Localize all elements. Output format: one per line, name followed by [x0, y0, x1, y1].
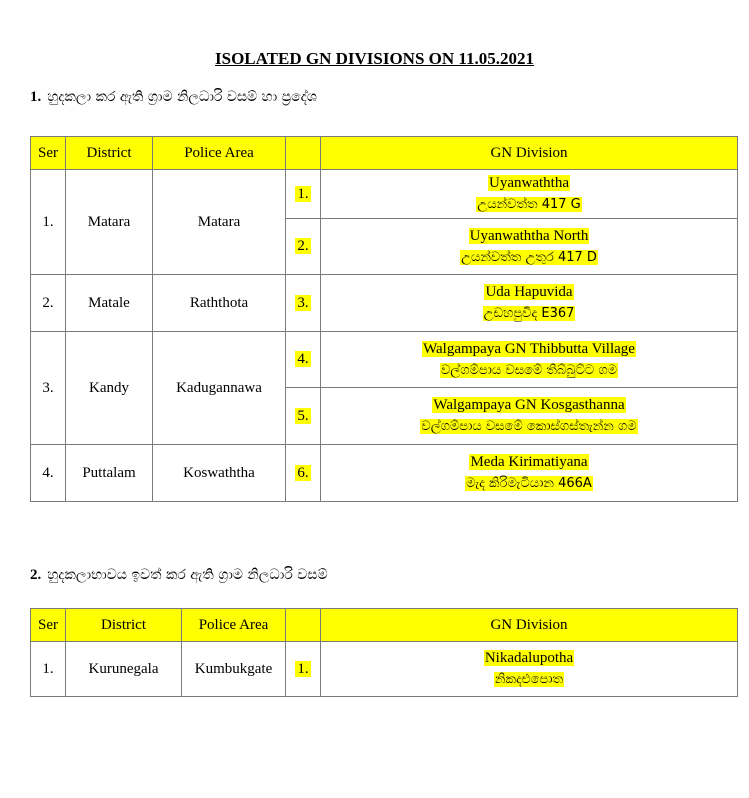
section2-number: 2. — [30, 567, 42, 583]
header-police-area: Police Area — [182, 609, 286, 642]
header-index — [286, 609, 321, 642]
cell-district: Puttalam — [66, 445, 153, 502]
cell-index: 1. — [286, 642, 321, 697]
table-header-row — [31, 137, 738, 170]
isolated-gn-table — [30, 136, 738, 502]
section2-heading — [30, 567, 328, 584]
header-index — [286, 137, 321, 170]
cell-police-area: Koswaththa — [153, 445, 286, 502]
cell-gn-division — [321, 445, 738, 502]
cell-gn-division — [321, 388, 738, 445]
table-row — [31, 642, 738, 697]
cell-district: Kandy — [66, 332, 153, 445]
cell-index: 5. — [286, 388, 321, 445]
cell-gn-division — [321, 275, 738, 332]
table-header-row — [31, 609, 738, 642]
header-ser: Ser — [31, 137, 66, 170]
cell-ser: 3. — [31, 332, 66, 445]
cell-ser: 1. — [31, 642, 66, 697]
gn-name-si: මැද කිරිමැටියාන 466A — [466, 476, 592, 491]
cell-district: Matara — [66, 170, 153, 275]
cell-police-area: Matara — [153, 170, 286, 275]
cell-gn-division — [321, 170, 738, 219]
gn-name-en: Nikadalupotha — [484, 650, 574, 666]
cell-gn-division — [321, 219, 738, 275]
gn-name-en: Uyanwaththa — [489, 175, 569, 191]
cell-district: Kurunegala — [66, 642, 182, 697]
cell-ser: 1. — [31, 170, 66, 275]
released-gn-table — [30, 608, 738, 697]
header-gn-division: GN Division — [321, 609, 738, 642]
gn-name-si: උයන්වත්ත උතුර 417 D — [461, 249, 597, 265]
gn-name-si: උයන්වත්ත 417 G — [477, 197, 581, 212]
section2-heading-text: හුදකලාභාවය ඉවත් කර ඇති ග්‍රාම නිලධාරි වසම් — [47, 567, 328, 583]
cell-index: 3. — [286, 275, 321, 332]
section1-heading — [30, 89, 317, 106]
gn-name-si: උඩහපුවිද E367 — [483, 306, 575, 321]
document-title: ISOLATED GN DIVISIONS ON 11.05.2021 — [215, 49, 534, 68]
gn-name-en: Meda Kirimatiyana — [470, 454, 588, 470]
cell-index: 4. — [286, 332, 321, 388]
gn-name-en: Uyanwaththa North — [469, 227, 589, 244]
cell-police-area: Kadugannawa — [153, 332, 286, 445]
gn-name-si: නිකදළුපොත — [494, 672, 564, 687]
section1-heading-text: හුදකලා කර ඇති ග්‍රාම නිලධාරි වසම් හා ප්‍රදේශ — [47, 89, 317, 105]
gn-name-en: Walgampaya GN Thibbutta Village — [423, 340, 635, 357]
header-police-area: Police Area — [153, 137, 286, 170]
cell-gn-division — [321, 642, 738, 697]
table-row — [31, 170, 738, 219]
header-district: District — [66, 609, 182, 642]
header-district: District — [66, 137, 153, 170]
cell-gn-division — [321, 332, 738, 388]
section1-number: 1. — [30, 89, 42, 105]
header-gn-division: GN Division — [321, 137, 738, 170]
cell-index: 2. — [286, 219, 321, 275]
gn-name-si: වල්ගම්පාය වසමේ කොස්ගස්තැන්න ගම — [421, 419, 637, 434]
cell-police-area: Raththota — [153, 275, 286, 332]
table-row — [31, 332, 738, 388]
cell-police-area: Kumbukgate — [182, 642, 286, 697]
gn-name-si: වල්ගම්පාය වසමේ තිබ්බුට්ට ගම — [440, 362, 618, 378]
gn-name-en: Walgampaya GN Kosgasthanna — [433, 397, 625, 413]
table-row — [31, 445, 738, 502]
gn-name-en: Uda Hapuvida — [485, 284, 573, 300]
cell-index: 6. — [286, 445, 321, 502]
cell-index: 1. — [286, 170, 321, 219]
header-ser: Ser — [31, 609, 66, 642]
cell-district: Matale — [66, 275, 153, 332]
cell-ser: 4. — [31, 445, 66, 502]
table-row — [31, 275, 738, 332]
cell-ser: 2. — [31, 275, 66, 332]
